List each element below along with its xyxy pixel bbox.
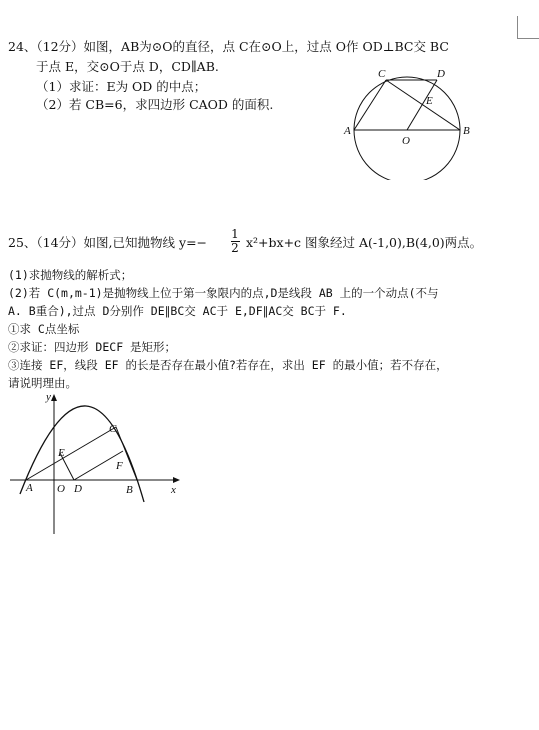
q25-sub-3b: 请说明理由。	[8, 376, 77, 390]
segment-cb	[386, 80, 460, 130]
label-b: B	[463, 125, 470, 137]
q25-fraction	[229, 228, 241, 254]
segment-ac	[26, 427, 116, 480]
q25-part-2b: A. B重合),过点 D分别作 DE∥BC交 AC于 E,DF∥AC交 BC于 F.	[8, 304, 347, 318]
q25-sub-3a: ③连接 EF，线段 EF 的长是否存在最小值?若存在，求出 EF 的最小值；若不存在，	[8, 358, 448, 372]
label-e: E	[426, 95, 433, 107]
segment-ac	[354, 80, 386, 130]
y-axis-arrow	[51, 394, 57, 401]
q24-part-2: （2）若 CB=6，求四边形 CAOD 的面积.	[36, 97, 274, 112]
label-c: C	[109, 423, 117, 435]
label-y: y	[46, 391, 51, 403]
q25-sub-2: ②求证：四边形 DECF 是矩形；	[8, 340, 177, 354]
q25-head-pre: 25、（14分）如图,已知抛物线 y=−	[8, 235, 208, 250]
q25-head-post: x²+bx+c 图象经过 A(-1,0),B(4,0)两点。	[246, 235, 483, 250]
label-a: A	[26, 482, 33, 494]
q24-line-1: 24、（12分）如图，AB为⊙O的直径，点 C在⊙O上，过点 O作 OD⊥BC交 BC	[8, 39, 449, 54]
circle-o	[354, 77, 460, 180]
q25-sub-1: ①求 C点坐标	[8, 322, 80, 336]
label-e: E	[58, 447, 65, 459]
q24-part-1: （1）求证：E为 OD 的中点；	[36, 79, 207, 94]
q24-line-2: 于点 E，交⊙O于点 D，CD∥AB.	[36, 59, 219, 74]
label-a: A	[344, 125, 351, 137]
fraction-numerator: 1	[231, 227, 239, 241]
label-b: B	[126, 484, 133, 496]
x-axis-arrow	[173, 477, 180, 483]
page-corner-mark	[517, 16, 539, 39]
label-c: C	[378, 68, 386, 80]
q25-parabola-figure	[6, 390, 186, 538]
label-f: F	[116, 460, 123, 472]
fraction-denominator: 2	[231, 241, 239, 255]
q24-circle-figure	[340, 62, 490, 180]
label-o: O	[402, 135, 410, 147]
label-d: D	[437, 68, 445, 80]
label-o: O	[57, 483, 65, 495]
label-x: x	[171, 484, 176, 496]
q25-part-1: (1)求抛物线的解析式；	[8, 268, 133, 282]
q25-part-2a: (2)若 C(m,m-1)是抛物线上位于第一象限内的点,D是线段 AB 上的一个动点(不与	[8, 286, 439, 300]
label-d: D	[74, 483, 82, 495]
